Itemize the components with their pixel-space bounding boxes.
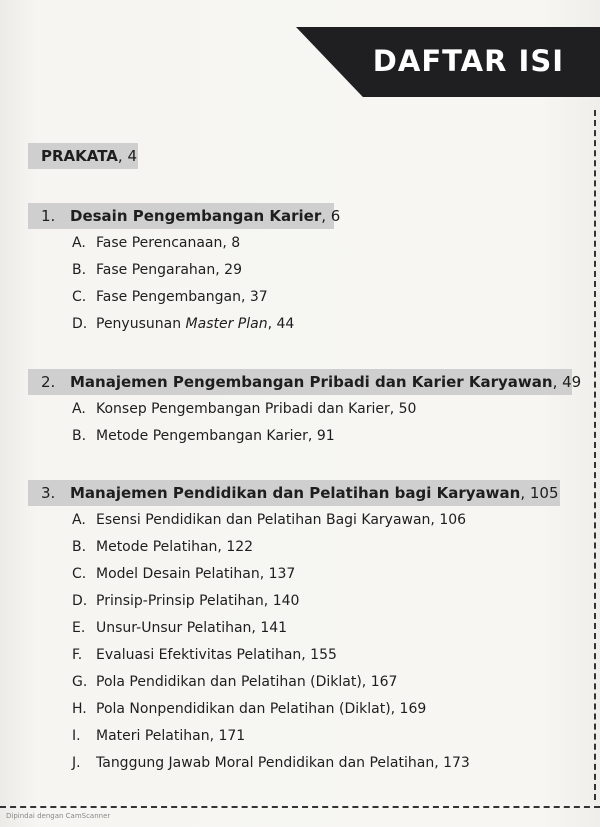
- list-item[interactable]: [72, 428, 335, 444]
- list-item[interactable]: [72, 728, 245, 744]
- item-letter: D.: [72, 316, 88, 332]
- chapter-number: 1.: [41, 207, 56, 225]
- chapter-page: , 49: [552, 373, 582, 391]
- item-text: Penyusunan: [96, 316, 186, 332]
- item-text: Unsur-Unsur Pelatihan, 141: [96, 620, 288, 636]
- list-item[interactable]: [72, 647, 337, 663]
- list-item[interactable]: [72, 566, 295, 582]
- chapter-page: , 105: [520, 484, 559, 502]
- item-letter: A.: [72, 401, 86, 417]
- prakata-label: PRAKATA: [41, 147, 118, 165]
- item-letter: B.: [72, 428, 87, 444]
- list-item[interactable]: [72, 593, 299, 609]
- item-text: Fase Pengarahan, 29: [96, 262, 242, 278]
- item-text: Fase Perencanaan, 8: [96, 235, 241, 251]
- item-text: Metode Pelatihan, 122: [96, 539, 254, 555]
- list-item[interactable]: [72, 512, 466, 528]
- item-letter: D.: [72, 593, 88, 609]
- list-item[interactable]: [72, 701, 426, 717]
- item-letter: C.: [72, 566, 87, 582]
- right-border: [594, 110, 596, 800]
- item-text: Model Desain Pelatihan, 137: [96, 566, 296, 582]
- scanner-watermark: Dipindai dengan CamScanner: [6, 812, 111, 820]
- item-text: Metode Pengembangan Karier, 91: [96, 428, 335, 444]
- bottom-border: [0, 806, 600, 808]
- list-item[interactable]: [72, 620, 287, 636]
- list-item[interactable]: [72, 755, 470, 771]
- item-text: Esensi Pendidikan dan Pelatihan Bagi Karyawan, 106: [96, 512, 467, 528]
- prakata-page: , 4: [117, 147, 137, 165]
- item-text: Pola Nonpendidikan dan Pelatihan (Diklat), 169: [96, 701, 427, 717]
- list-item[interactable]: [72, 401, 416, 417]
- item-text: Materi Pelatihan, 171: [96, 728, 246, 744]
- chapter-name: Desain Pengembangan Karier: [70, 207, 322, 225]
- item-letter: H.: [72, 701, 87, 717]
- chapter-3-title[interactable]: [41, 484, 559, 502]
- chapter-name: Manajemen Pendidikan dan Pelatihan bagi Karyawan: [70, 484, 521, 502]
- item-text: Konsep Pengembangan Pribadi dan Karier, 50: [96, 401, 417, 417]
- item-letter: G.: [72, 674, 88, 690]
- list-item[interactable]: [72, 262, 242, 278]
- prakata-entry[interactable]: [41, 147, 137, 165]
- item-letter: C.: [72, 289, 87, 305]
- chapter-2-title[interactable]: [41, 373, 581, 391]
- item-text: Fase Pengembangan, 37: [96, 289, 268, 305]
- item-text: Pola Pendidikan dan Pelatihan (Diklat), 167: [96, 674, 398, 690]
- item-letter: A.: [72, 235, 86, 251]
- item-text-italic: Master Plan: [185, 316, 268, 332]
- item-letter: E.: [72, 620, 86, 636]
- list-item[interactable]: [72, 289, 268, 305]
- list-item[interactable]: [72, 539, 253, 555]
- chapter-1-title[interactable]: [41, 207, 340, 225]
- item-text: Tanggung Jawab Moral Pendidikan dan Pelatihan, 173: [96, 755, 470, 771]
- item-letter: J.: [72, 755, 81, 771]
- item-text: Prinsip-Prinsip Pelatihan, 140: [96, 593, 300, 609]
- chapter-number: 2.: [41, 373, 56, 391]
- item-page: , 44: [267, 316, 295, 332]
- list-item[interactable]: [72, 235, 240, 251]
- chapter-number: 3.: [41, 484, 56, 502]
- item-letter: I.: [72, 728, 81, 744]
- chapter-name: Manajemen Pengembangan Pribadi dan Karier Karyawan: [70, 373, 553, 391]
- page-title: DAFTAR ISI: [372, 44, 564, 78]
- item-letter: B.: [72, 262, 87, 278]
- chapter-page: , 6: [321, 207, 341, 225]
- item-letter: B.: [72, 539, 87, 555]
- list-item[interactable]: [72, 674, 397, 690]
- item-letter: F.: [72, 647, 83, 663]
- list-item[interactable]: [72, 316, 294, 332]
- item-text: Evaluasi Efektivitas Pelatihan, 155: [96, 647, 337, 663]
- item-letter: A.: [72, 512, 86, 528]
